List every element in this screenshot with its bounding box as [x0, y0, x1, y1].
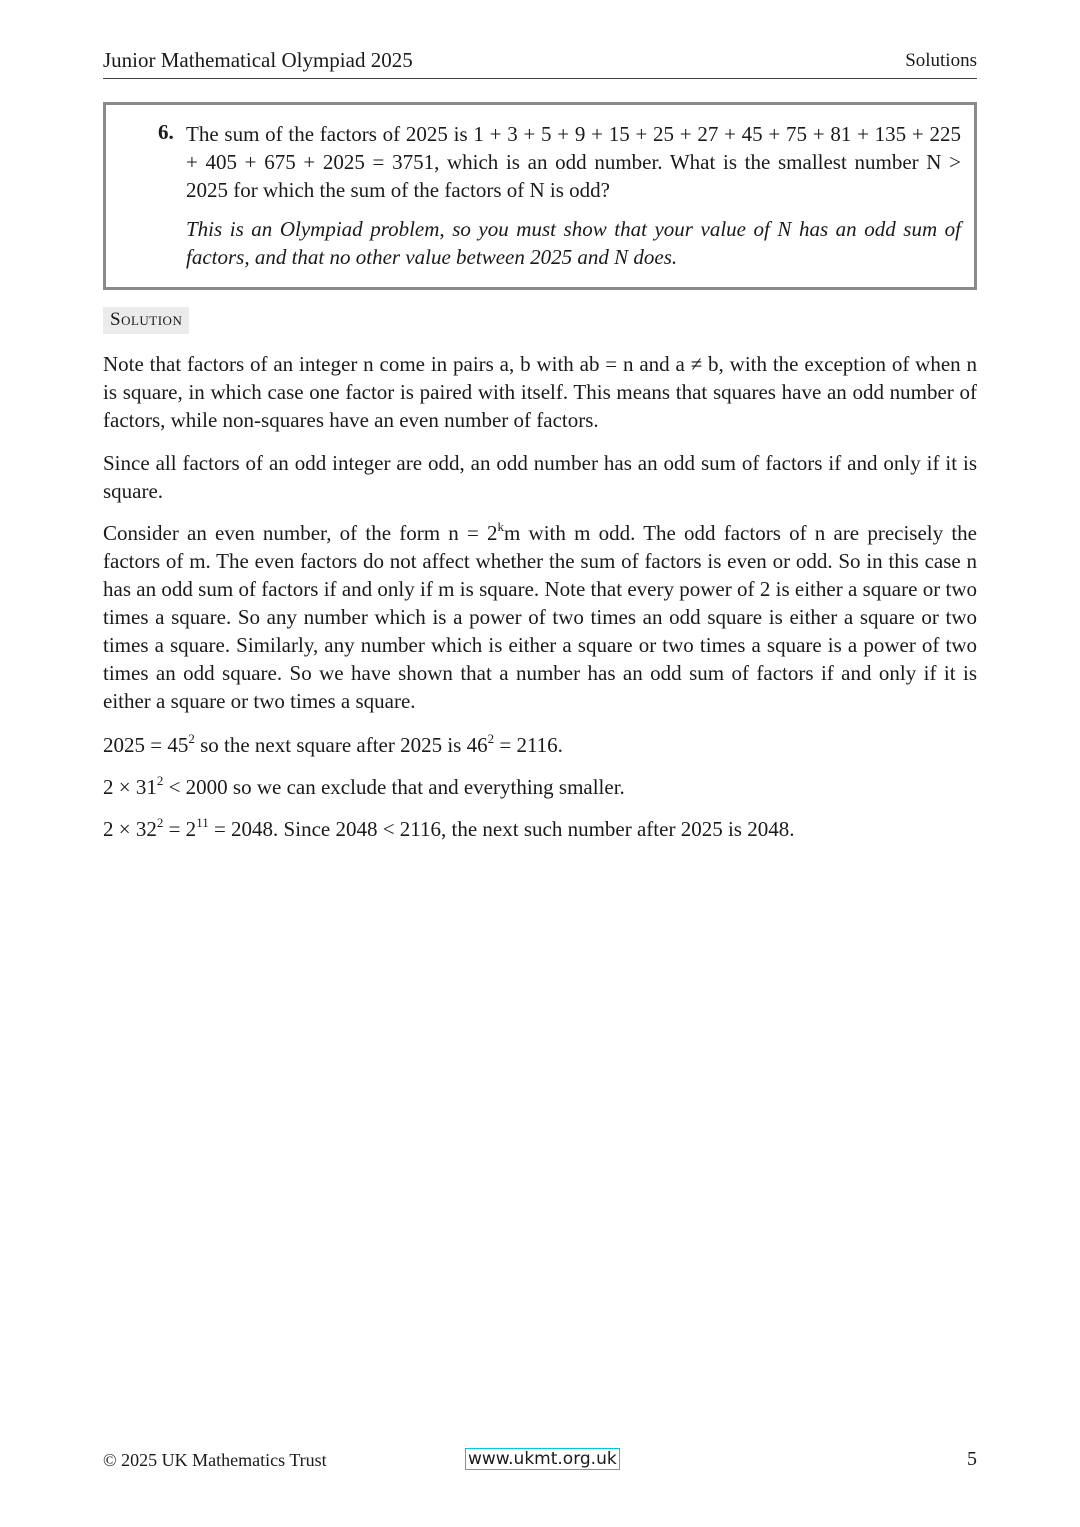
problem-number: 6. [158, 120, 174, 144]
solution-line-1 [103, 731, 977, 759]
l3-exp-2: 11 [196, 815, 209, 830]
l2-part-b: < 2000 so we can exclude that and everything smaller. [163, 775, 625, 799]
solution-p1-text: Note that factors of an integer n come in pairs a, b with ab = n and a ≠ b, with the exception of when n is square, in which case one factor is paired with itself. This means that squares have an odd number of factors, while non-squares have an even number of factors. [103, 352, 977, 432]
l3-part-a: 2 × 32 [103, 817, 157, 841]
l2-part-a: 2 × 31 [103, 775, 157, 799]
page-footer [103, 1448, 977, 1474]
solution-p3-text [103, 519, 977, 715]
problem-box [103, 102, 977, 290]
problem-note: This is an Olympiad problem, so you must show that your value of N has an odd sum of factors, and that no other value between 2025 and N does. [186, 217, 961, 269]
l1-part-b: so the next square after 2025 is 46 [194, 733, 488, 757]
page-number: 5 [967, 1448, 977, 1470]
footer-website-link[interactable]: www.ukmt.org.uk [465, 1448, 620, 1470]
solution-line-2 [103, 773, 977, 801]
l3-part-c: = 2048. Since 2048 < 2116, the next such number after 2025 is 2048. [208, 817, 795, 841]
solution-paragraph-1 [103, 350, 977, 434]
l1-exp-1: 2 [188, 731, 195, 746]
l1-part-c: = 2116. [494, 733, 563, 757]
solution-p2-text: Since all factors of an odd integer are odd, an odd number has an odd sum of factors if and only if it is square. [103, 451, 977, 503]
p3-part-a: Consider an even number, of the form n = 2 [103, 521, 498, 545]
page-header [103, 48, 977, 79]
l3-exp-1: 2 [156, 815, 164, 830]
header-title: Junior Mathematical Olympiad 2025 [103, 48, 413, 72]
l3-part-b: = 2 [163, 817, 197, 841]
header-section: Solutions [905, 50, 977, 71]
solution-paragraph-3 [103, 519, 977, 715]
p3-exponent: k [497, 519, 504, 534]
l2-exp: 2 [156, 773, 164, 788]
solution-label: Solution [103, 307, 189, 334]
footer-copyright: © 2025 UK Mathematics Trust [103, 1450, 327, 1470]
p3-part-b: m with m odd. The odd factors of n are precisely the factors of m. The even factors do not affect whether the sum of factors is even or odd. So in this case n has an odd sum of factors if and only if m is square. Note that every power of 2 is either a square or two times a square. So any number which is a power of two times an odd square is either a square or two times a square. Similarly, any number which is either a square or two times a square is a power of two times an odd square. So we have shown that a number has an odd sum of factors if and only if it is either a square or two times a square. [103, 521, 977, 713]
solution-line-3 [103, 815, 977, 843]
problem-statement: The sum of the factors of 2025 is 1 + 3 + 5 + 9 + 15 + 25 + 27 + 45 + 75 + 81 + 135 + 225 + 405 + 675 + 2025 = 3751, which is an odd number. What is the smallest number N > 2025 for which the sum of the factors of N is odd? [186, 122, 961, 202]
l1-part-a: 2025 = 45 [103, 733, 189, 757]
solution-paragraph-2 [103, 449, 977, 505]
l1-exp-2: 2 [487, 731, 495, 746]
